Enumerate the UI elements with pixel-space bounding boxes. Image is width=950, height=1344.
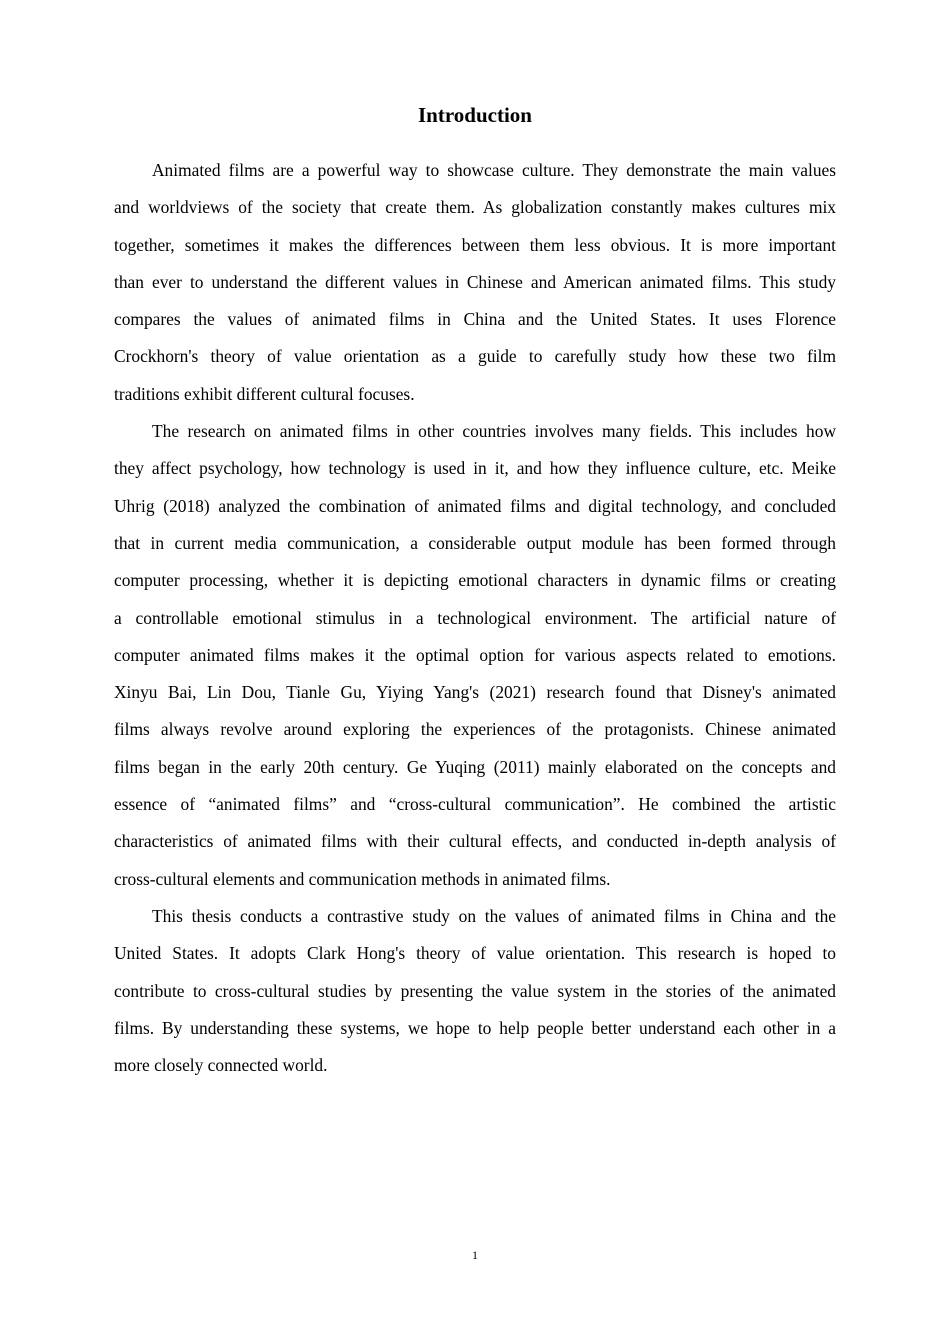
text-line: more closely connected world. — [114, 1055, 328, 1076]
text-line: United States. It adopts Clark Hong's theory of value orientation. This research is hoped to — [114, 943, 836, 964]
text-line: Xinyu Bai, Lin Dou, Tianle Gu, Yiying Yang's (2021) research found that Disney's animated — [114, 682, 836, 703]
text-line: films always revolve around exploring the experiences of the protagonists. Chinese animated — [114, 719, 836, 740]
section-heading: Introduction — [418, 103, 532, 127]
text-line: compares the values of animated films in China and the United States. It uses Florence — [114, 309, 836, 330]
text-line: together, sometimes it makes the differences between them less obvious. It is more important — [114, 234, 836, 255]
text-line: Uhrig (2018) analyzed the combination of animated films and digital technology, and concluded — [114, 495, 836, 516]
paragraph-1 — [114, 152, 836, 413]
text-line: Animated films are a powerful way to showcase culture. They demonstrate the main values — [152, 160, 836, 180]
text-line: contribute to cross-cultural studies by presenting the value system in the stories of the animated — [114, 980, 836, 1001]
text-line: This thesis conducts a contrastive study on the values of animated films in China and the — [152, 905, 836, 926]
text-line: essence of “animated films” and “cross-cultural communication”. He combined the artistic — [114, 794, 836, 815]
text-line: cross-cultural elements and communication methods in animated films. — [114, 868, 611, 889]
text-line: films began in the early 20th century. Ge Yuqing (2011) mainly elaborated on the concepts and — [114, 756, 836, 777]
text-line: characteristics of animated films with their cultural effects, and conducted in-depth analysis of — [114, 831, 836, 852]
text-line: a controllable emotional stimulus in a technological environment. The artificial nature of — [114, 607, 836, 628]
body-text — [114, 152, 836, 1084]
paragraph-3 — [114, 898, 836, 1084]
text-line: than ever to understand the different values in Chinese and American animated films. This study — [114, 271, 836, 292]
text-line: and worldviews of the society that create them. As globalization constantly makes cultures mix — [114, 197, 836, 218]
text-line: films. By understanding these systems, we hope to help people better understand each other in a — [114, 1017, 836, 1038]
text-line: computer processing, whether it is depicting emotional characters in dynamic films or creating — [114, 570, 836, 591]
text-line: that in current media communication, a considerable output module has been formed through — [114, 532, 836, 553]
text-line: computer animated films makes it the optimal option for various aspects related to emotions. — [114, 644, 836, 665]
text-line: they affect psychology, how technology is used in it, and how they influence culture, etc. Meike — [114, 458, 836, 479]
text-line: Crockhorn's theory of value orientation as a guide to carefully study how these two film — [114, 346, 836, 367]
page-number: 1 — [472, 1248, 478, 1262]
paragraph-2 — [114, 413, 836, 898]
text-line: traditions exhibit different cultural focuses. — [114, 383, 415, 404]
text-line: The research on animated films in other countries involves many fields. This includes how — [152, 421, 836, 442]
